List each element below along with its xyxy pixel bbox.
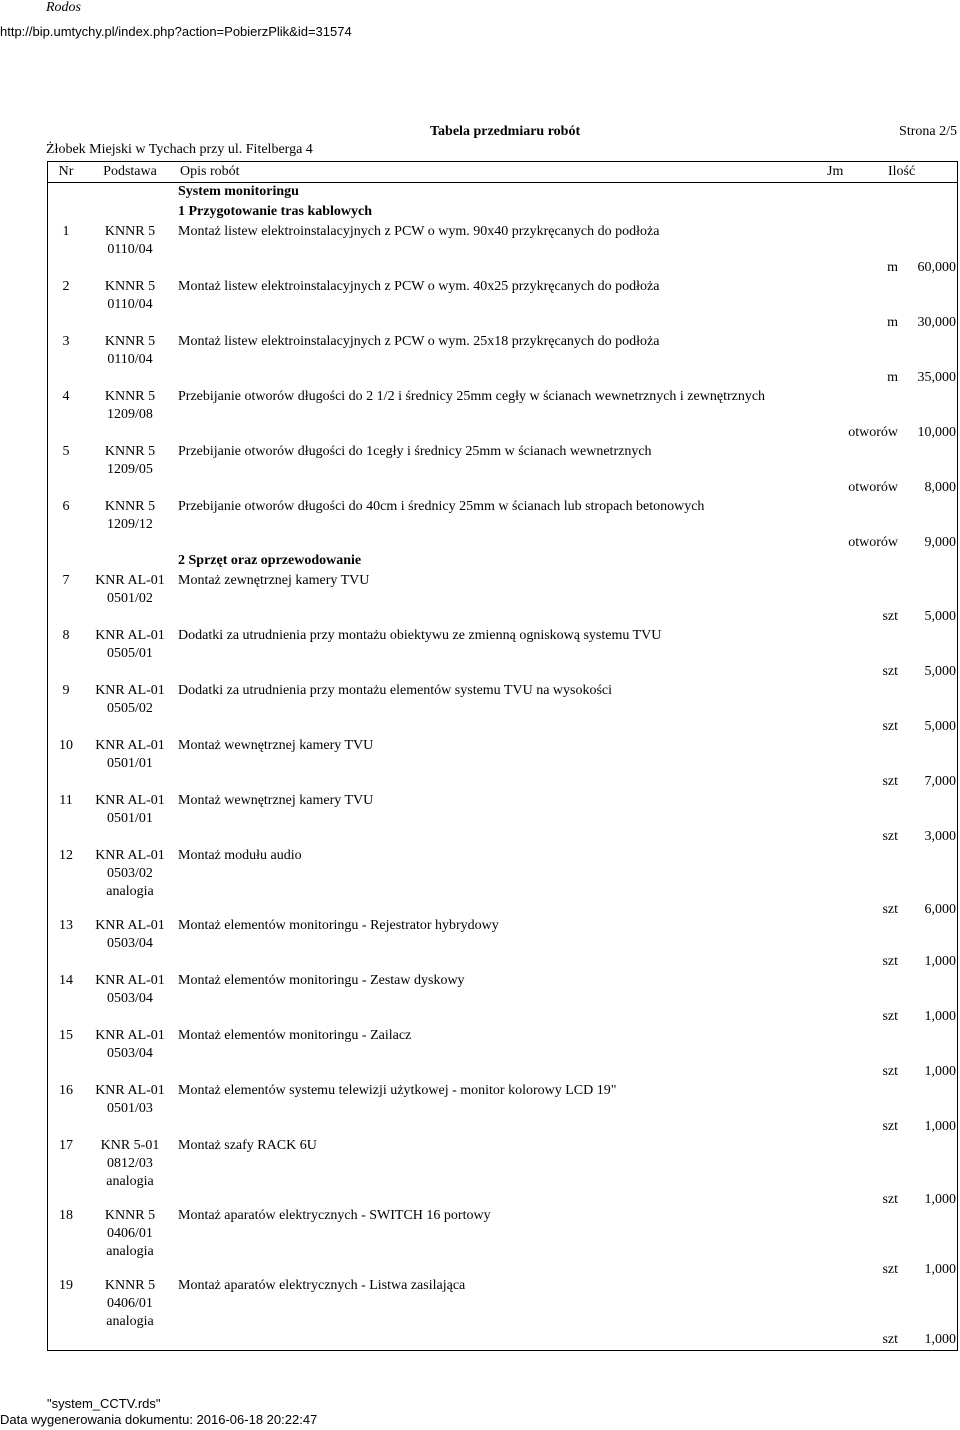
quantity: 1,000 [924,1332,956,1347]
work-description: Montaż wewnętrznej kamery TVU [178,738,374,753]
basis-code-line: 0505/01 [107,646,153,661]
unit: m [887,370,898,385]
work-description: Montaż szafy RACK 6U [178,1138,317,1153]
work-description: Montaż modułu audio [178,848,302,863]
basis-code [84,1277,176,1331]
work-description: Montaż aparatów elektrycznych - SWITCH 16 portowy [178,1208,491,1223]
basis-code [84,1082,176,1118]
work-description: Montaż listew elektroinstalacyjnych z PCW o wym. 90x40 przykręcanych do podłoża [178,224,660,239]
basis-code-line: 0406/01 [107,1296,153,1311]
basis-code-line: 0501/02 [107,591,153,606]
unit: szt [882,1332,898,1347]
quantity: 3,000 [924,829,956,844]
quantity: 7,000 [924,774,956,789]
row-number: 8 [62,628,70,643]
work-description: Przebijanie otworów długości do 1cegły i średnicy 25mm w ścianach wewnetrznych [178,444,652,459]
basis-code-line: KNR AL-01 [95,683,165,698]
document-title: Tabela przedmiaru robót [430,124,581,139]
work-description: Montaż elementów monitoringu - Rejestrator hybrydowy [178,918,499,933]
basis-code-line: 0110/04 [107,352,153,367]
unit: szt [882,902,898,917]
bill-of-quantities-table [47,161,958,1351]
basis-code-line: analogia [106,1174,154,1189]
column-header-jm: Jm [827,164,844,179]
basis-code-line: 0406/01 [107,1226,153,1241]
row-number: 6 [62,499,70,514]
row-number: 11 [59,793,73,808]
work-description: Przebijanie otworów długości do 40cm i średnicy 25mm w ścianach lub stropach betonowych [178,499,705,514]
page-number: Strona 2/5 [899,124,957,139]
unit: otworów [848,480,898,495]
work-description: Montaż elementów monitoringu - Zailacz [178,1028,412,1043]
basis-code-line: 0505/02 [107,701,153,716]
row-number: 15 [59,1028,73,1043]
row-number: 1 [62,224,70,239]
basis-code [84,278,176,314]
work-description: Dodatki za utrudnienia przy montażu obiektywu ze zmienną ogniskową systemu TVU [178,628,662,643]
quantity: 1,000 [924,1119,956,1134]
generation-date: Data wygenerowania dokumentu: 2016-06-18 20:22:47 [0,1412,318,1427]
basis-code [84,443,176,479]
basis-code-line: KNR AL-01 [95,793,165,808]
unit: szt [882,1192,898,1207]
row-number: 2 [62,279,70,294]
basis-code-line: KNR AL-01 [95,628,165,643]
work-description: Montaż wewnętrznej kamery TVU [178,793,374,808]
quantity: 5,000 [924,719,956,734]
quantity: 1,000 [924,1009,956,1024]
row-number: 13 [59,918,73,933]
unit: otworów [848,535,898,550]
basis-code-line: KNNR 5 [104,444,156,459]
row-number: 19 [59,1278,73,1293]
quantity: 30,000 [917,315,956,330]
basis-code-line: KNNR 5 [104,224,156,239]
basis-code [84,498,176,534]
quantity: 60,000 [917,260,956,275]
work-description: Montaż elementów monitoringu - Zestaw dyskowy [178,973,465,988]
basis-code [84,627,176,663]
column-header-nr: Nr [58,164,74,179]
quantity: 5,000 [924,664,956,679]
row-number: 9 [62,683,70,698]
unit: szt [882,954,898,969]
unit: szt [882,719,898,734]
quantity: 35,000 [917,370,956,385]
basis-code-line: KNR AL-01 [95,1083,165,1098]
basis-code-line: 0501/01 [107,811,153,826]
basis-code-line: KNR 5-01 [100,1138,160,1153]
row-number: 17 [59,1138,73,1153]
row-number: 7 [62,573,70,588]
work-description: Dodatki za utrudnienia przy montażu elementów systemu TVU na wysokości [178,683,613,698]
work-description: Montaż listew elektroinstalacyjnych z PCW o wym. 40x25 przykręcanych do podłoża [178,279,660,294]
column-header-opis: Opis robót [180,164,240,179]
quantity: 1,000 [924,954,956,969]
quantity: 9,000 [924,535,956,550]
basis-code-line: 0110/04 [107,297,153,312]
row-number: 3 [62,334,70,349]
system-title: System monitoringu [178,184,299,199]
section-title: 2 Sprzęt oraz oprzewodowanie [178,553,362,568]
basis-code [84,223,176,259]
basis-code-line: KNNR 5 [104,279,156,294]
unit: szt [882,1119,898,1134]
basis-code-line: analogia [106,1244,154,1259]
row-number: 16 [59,1083,73,1098]
quantity: 1,000 [924,1192,956,1207]
row-number: 12 [59,848,73,863]
row-number: 10 [59,738,73,753]
unit: m [887,260,898,275]
section-title: 1 Przygotowanie tras kablowych [178,204,373,219]
project-name: Żłobek Miejski w Tychach przy ul. Fitelberga 4 [46,142,313,157]
basis-code-line: 1209/05 [107,462,153,477]
source-url[interactable]: http://bip.umtychy.pl/index.php?action=PobierzPlik&id=31574 [0,24,352,39]
quantity: 1,000 [924,1262,956,1277]
work-description: Montaż elementów systemu telewizji użytkowej - monitor kolorowy LCD 19" [178,1083,617,1098]
brand-label: Rodos [46,0,81,15]
basis-code-line: 0503/04 [107,991,153,1006]
quantity: 10,000 [917,425,956,440]
basis-code-line: KNR AL-01 [95,973,165,988]
basis-code-line: 0501/03 [107,1101,153,1116]
basis-code-line: 0503/04 [107,1046,153,1061]
basis-code [84,682,176,718]
unit: otworów [848,425,898,440]
basis-code [84,1207,176,1261]
unit: m [887,315,898,330]
quantity: 8,000 [924,480,956,495]
basis-code [84,1137,176,1191]
row-number: 14 [59,973,73,988]
basis-code-line: 0110/04 [107,242,153,257]
work-description: Montaż zewnętrznej kamery TVU [178,573,370,588]
unit: szt [882,1009,898,1024]
basis-code [84,847,176,901]
work-description: Montaż listew elektroinstalacyjnych z PCW o wym. 25x18 przykręcanych do podłoża [178,334,660,349]
row-number: 18 [59,1208,73,1223]
basis-code-line: KNR AL-01 [95,738,165,753]
work-description: Przebijanie otworów długości do 2 1/2 i średnicy 25mm cegły w ścianach wewnetrznych i zewnętrznych [178,389,766,404]
basis-code-line: analogia [106,884,154,899]
unit: szt [882,829,898,844]
basis-code [84,333,176,369]
row-number: 5 [62,444,70,459]
basis-code-line: KNNR 5 [104,1278,156,1293]
basis-code [84,572,176,608]
unit: szt [882,774,898,789]
unit: szt [882,1064,898,1079]
quantity: 6,000 [924,902,956,917]
basis-code [84,388,176,424]
row-number: 4 [62,389,70,404]
unit: szt [882,609,898,624]
basis-code-line: KNNR 5 [104,389,156,404]
quantity: 1,000 [924,1064,956,1079]
work-description: Montaż aparatów elektrycznych - Listwa zasilająca [178,1278,466,1293]
file-name: "system_CCTV.rds" [47,1396,161,1411]
unit: szt [882,1262,898,1277]
basis-code-line: KNNR 5 [104,334,156,349]
basis-code [84,917,176,953]
basis-code [84,737,176,773]
basis-code-line: KNR AL-01 [95,1028,165,1043]
basis-code-line: 0812/03 [107,1156,153,1171]
basis-code-line: 0503/04 [107,936,153,951]
basis-code-line: KNR AL-01 [95,918,165,933]
basis-code [84,972,176,1008]
quantity: 5,000 [924,609,956,624]
basis-code-line: KNR AL-01 [95,573,165,588]
basis-code-line: analogia [106,1314,154,1329]
basis-code-line: KNR AL-01 [95,848,165,863]
basis-code-line: 0501/01 [107,756,153,771]
basis-code-line: 0503/02 [107,866,153,881]
basis-code-line: KNNR 5 [104,499,156,514]
column-header-ilosc: Ilość [888,164,916,179]
basis-code-line: 1209/12 [107,517,153,532]
basis-code [84,792,176,828]
column-header-podstawa: Podstawa [103,164,157,179]
basis-code-line: 1209/08 [107,407,153,422]
unit: szt [882,664,898,679]
basis-code [84,1027,176,1063]
basis-code-line: KNNR 5 [104,1208,156,1223]
